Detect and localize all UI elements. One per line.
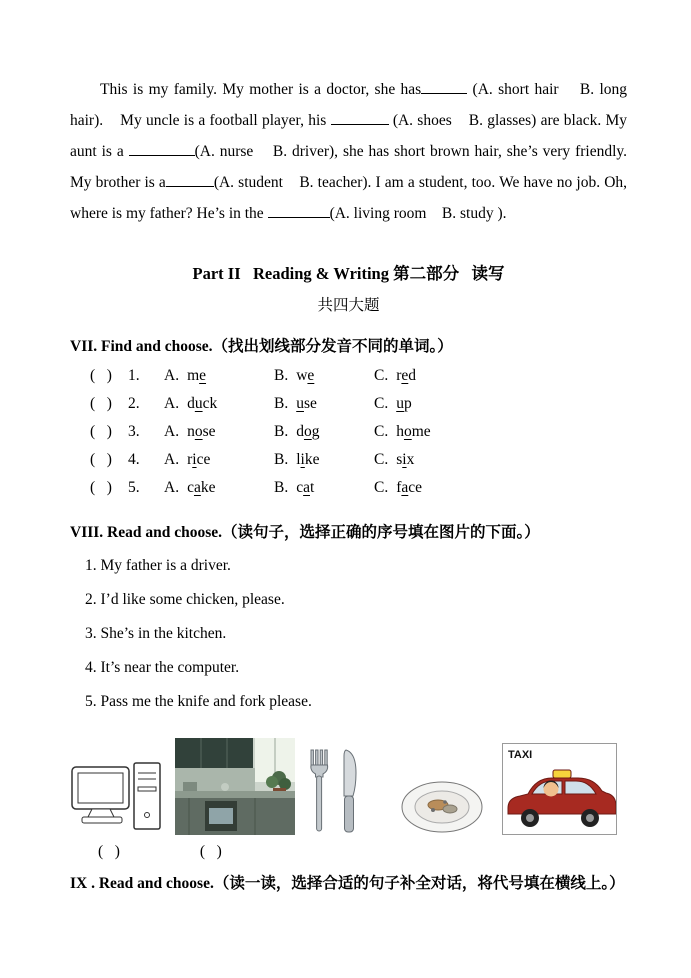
word-post: ke	[304, 451, 320, 468]
answer-parens: ( )	[90, 367, 112, 384]
option-label: B.	[274, 367, 289, 384]
kitchen-image	[175, 738, 295, 835]
option-b	[274, 367, 374, 385]
intro-text-3: (A. shoes B. glasses) are black. My aunt is a	[70, 112, 627, 160]
section7-title: VII. Find and choose.（找出划线部分发音不同的单词。）	[70, 338, 453, 355]
word-underlined: o	[194, 423, 203, 440]
part2-title: Part II Reading & Writing 第二部分 读写	[192, 264, 505, 283]
word-underlined: i	[192, 451, 197, 468]
word-pre: r	[187, 451, 193, 468]
option-c	[374, 395, 627, 413]
option-label: C.	[374, 367, 389, 384]
answer-slot-2: ( )	[199, 843, 222, 860]
option-label: B.	[274, 423, 289, 440]
word-pre: l	[296, 451, 301, 468]
item-number: 5.	[128, 479, 140, 496]
answer-blank-1	[421, 91, 467, 94]
option-c	[374, 367, 627, 385]
phonics-row-2	[70, 390, 627, 418]
images-row	[70, 735, 627, 835]
section8-title: VIII. Read and choose.（读句子，选择正确的序号填在图片的下面。）	[70, 524, 540, 541]
word-post: se	[202, 423, 216, 440]
word-underlined: o	[303, 423, 312, 440]
intro-text-2: (A. short hair B. long hair). My uncle is a football player, his	[70, 81, 627, 129]
word-pre: d	[187, 395, 195, 412]
answer-slot-1: ( )	[98, 843, 120, 860]
sentence-4: 4. It’s near the computer.	[85, 659, 240, 676]
answer-blank-4	[166, 184, 214, 187]
option-label: C.	[374, 423, 389, 440]
word-pre: r	[396, 367, 402, 384]
answer-parens: ( )	[90, 395, 112, 412]
answer-parens: ( )	[90, 451, 112, 468]
option-label: A.	[164, 451, 180, 468]
intro-text-5: (A. student B. teacher). I am a student, too. We have no job. Oh, where is my father? He’s in the	[70, 174, 628, 222]
phonics-row-3	[70, 418, 627, 446]
section9-title: IX . Read and choose.（读一读，选择合适的句子补全对话，将代号填在横线上。）	[70, 875, 625, 892]
word-underlined: a	[303, 479, 310, 496]
computer-image	[70, 761, 165, 835]
option-c	[374, 423, 627, 441]
word-pre: s	[396, 451, 403, 468]
item-number: 2.	[128, 395, 140, 412]
intro-paragraph	[70, 74, 627, 229]
word-post: t	[310, 479, 315, 496]
sentence-1: 1. My father is a driver.	[85, 557, 231, 574]
sentence-list	[70, 555, 627, 713]
word-underlined: u	[396, 395, 404, 412]
option-label: C.	[374, 395, 389, 412]
word-pre: c	[187, 479, 194, 496]
word-pre: d	[296, 423, 304, 440]
option-b	[274, 479, 374, 497]
option-label: A.	[164, 395, 180, 412]
word-underlined: u	[194, 395, 203, 412]
word-underlined: a	[193, 479, 201, 496]
plate-image	[400, 779, 485, 835]
word-post: ke	[200, 479, 216, 496]
word-post: me	[411, 423, 431, 440]
item-number: 1.	[128, 367, 140, 384]
word-post: se	[303, 395, 317, 412]
word-post: ce	[196, 451, 211, 468]
item-number: 4.	[128, 451, 140, 468]
option-a	[164, 367, 274, 385]
option-c	[374, 451, 627, 469]
word-post: x	[406, 451, 415, 468]
answer-blank-5	[268, 215, 330, 218]
option-label: A.	[164, 423, 180, 440]
taxi-sign-text: TAXI	[508, 749, 533, 761]
knife-and-fork-image	[300, 747, 370, 835]
option-label: B.	[274, 451, 289, 468]
word-underlined: e	[199, 367, 207, 384]
answer-parens: ( )	[90, 423, 112, 440]
phonics-row-1	[70, 362, 627, 390]
word-post: ck	[202, 395, 218, 412]
option-label: A.	[164, 479, 180, 496]
word-pre: n	[187, 423, 195, 440]
fork-and-knife-illustration	[300, 747, 370, 835]
item-number: 3.	[128, 423, 140, 440]
answer-blank-2	[331, 122, 389, 125]
computer-illustration	[70, 761, 165, 835]
phonics-row-5	[70, 474, 627, 502]
word-pre: m	[187, 367, 200, 384]
option-c	[374, 479, 627, 497]
word-underlined: o	[403, 423, 412, 440]
answer-blank-3	[129, 153, 195, 156]
sentence-3: 3. She’s in the kitchen.	[85, 625, 227, 642]
word-post: ce	[408, 479, 423, 496]
phonics-row-4	[70, 446, 627, 474]
intro-text-4: (A. nurse B. driver), she has short brown hair, she’s very friendly. My brother is a	[70, 143, 627, 191]
option-b	[274, 451, 374, 469]
word-underlined: u	[296, 395, 304, 412]
word-underlined: a	[401, 479, 409, 496]
option-label: B.	[274, 479, 289, 496]
sentence-5: 5. Pass me the knife and fork please.	[85, 693, 312, 710]
word-pre: c	[296, 479, 304, 496]
word-post: g	[311, 423, 320, 440]
word-post: p	[403, 395, 412, 412]
phonics-list	[70, 362, 627, 502]
option-label: A.	[164, 367, 180, 384]
option-a	[164, 479, 274, 497]
sentence-2: 2. I’d like some chicken, please.	[85, 591, 285, 608]
option-b	[274, 395, 374, 413]
intro-text-1: This is my family. My mother is a doctor, she has	[100, 81, 422, 98]
taxi-illustration	[503, 744, 616, 834]
option-a	[164, 451, 274, 469]
word-underlined: e	[401, 367, 409, 384]
word-underlined: e	[307, 367, 315, 384]
option-a	[164, 423, 274, 441]
word-underlined: i	[300, 451, 305, 468]
option-b	[274, 423, 374, 441]
option-label: C.	[374, 479, 389, 496]
option-label: C.	[374, 451, 389, 468]
word-post: d	[408, 367, 417, 384]
answer-parens-row	[70, 841, 627, 863]
part2-subtitle: 共四大题	[317, 297, 380, 314]
option-a	[164, 395, 274, 413]
word-pre: w	[296, 367, 308, 384]
intro-text-6: (A. living room B. study ).	[329, 205, 507, 222]
word-pre: h	[396, 423, 404, 440]
taxi-image	[502, 743, 617, 835]
plate-illustration	[400, 779, 485, 835]
word-pre: f	[396, 479, 402, 496]
option-label: B.	[274, 395, 289, 412]
kitchen-illustration	[175, 738, 295, 835]
word-underlined: i	[402, 451, 407, 468]
answer-parens: ( )	[90, 479, 112, 496]
